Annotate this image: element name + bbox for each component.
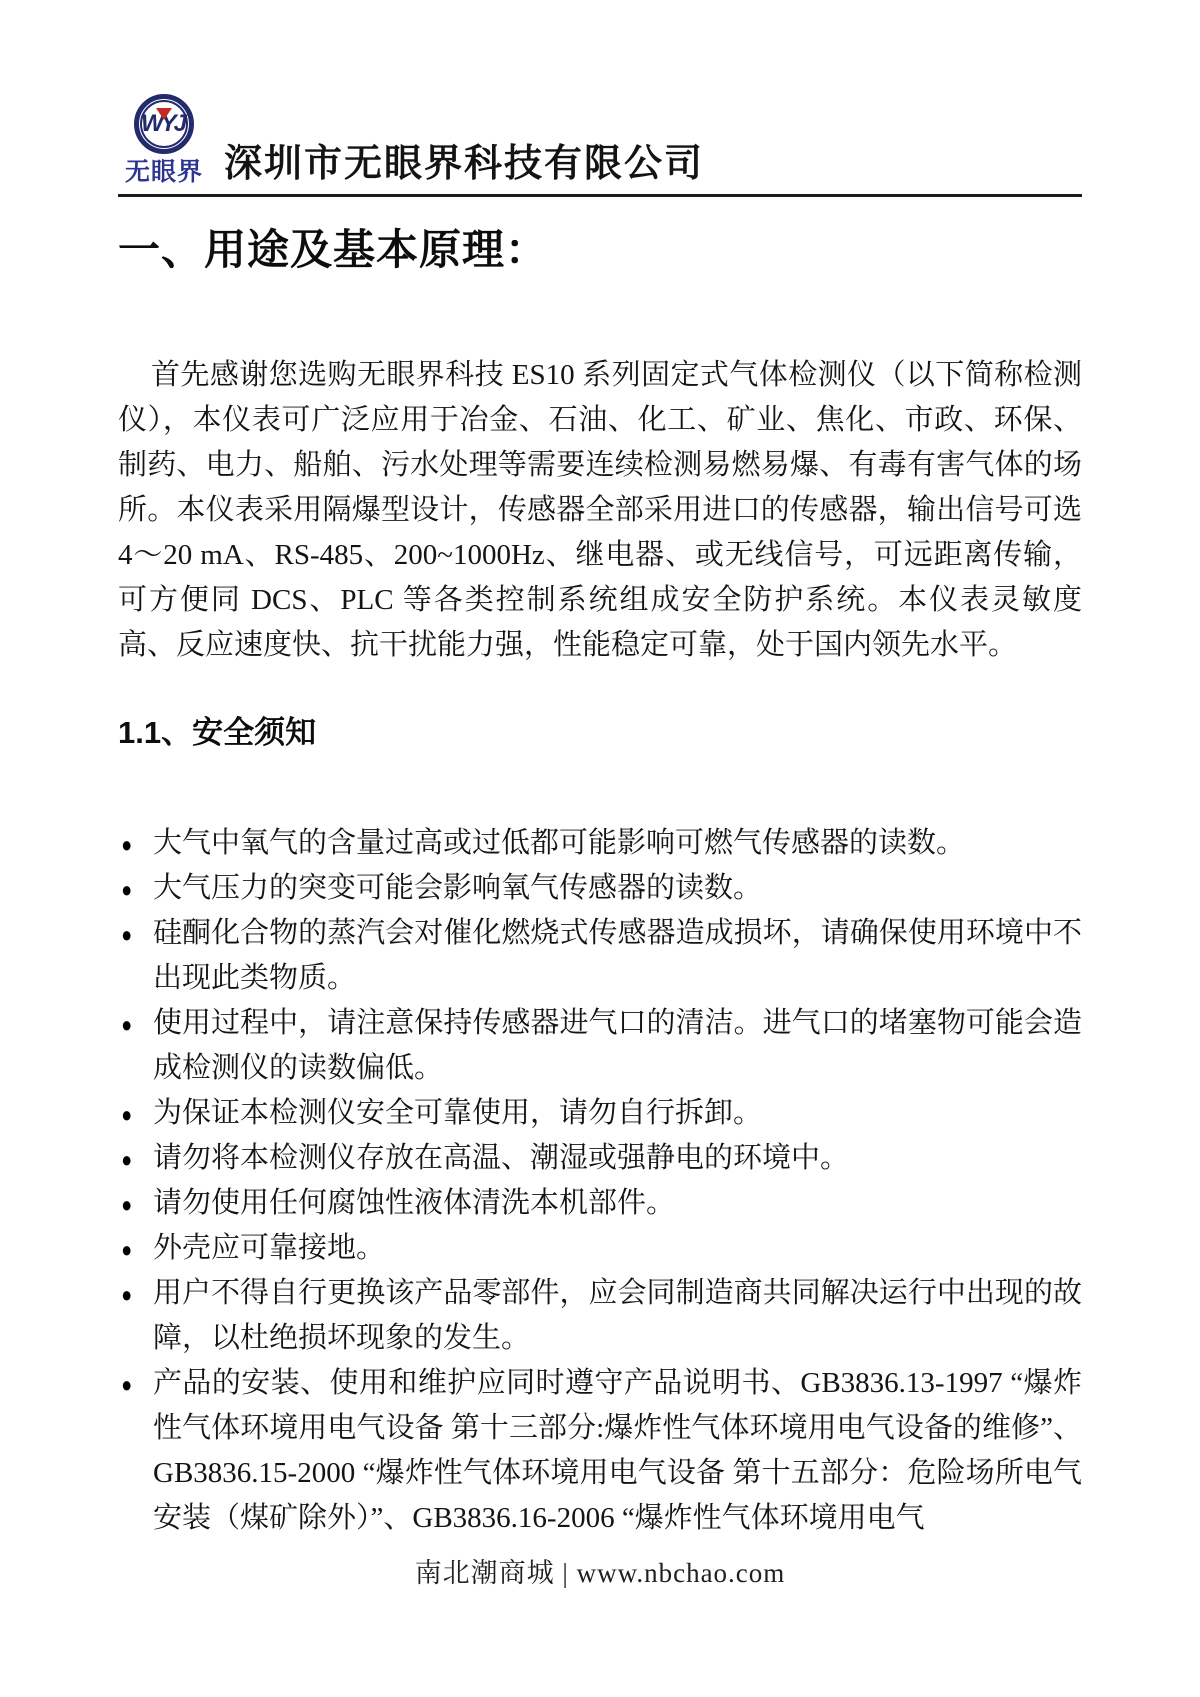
logo-wyj-icon (134, 94, 194, 154)
list-item-text: 为保证本检测仪安全可靠使用，请勿自行拆卸。 (153, 1097, 763, 1129)
list-item-text: 用户不得自行更换该产品零部件，应会同制造商共同解决运行中出现的故障，以杜绝损坏现象的发生。 (153, 1277, 1082, 1354)
bullet-icon: ● (121, 1102, 133, 1127)
header-divider (118, 194, 1082, 197)
bullet-icon: ● (121, 877, 133, 902)
list-item (118, 866, 1082, 911)
company-logo (118, 94, 210, 185)
list-item-text: 请勿将本检测仪存放在高温、潮湿或强静电的环境中。 (153, 1142, 850, 1174)
safety-notice-list (118, 821, 1082, 1541)
bullet-icon: ● (121, 1237, 133, 1262)
bullet-icon: ● (121, 922, 133, 947)
list-item-text: 硅酮化合物的蒸汽会对催化燃烧式传感器造成损坏，请确保使用环境中不出现此类物质。 (153, 917, 1082, 994)
list-item-text: 使用过程中，请注意保持传感器进气口的清洁。进气口的堵塞物可能会造成检测仪的读数偏低。 (153, 1007, 1082, 1084)
list-item (118, 1091, 1082, 1136)
bullet-icon: ● (121, 1012, 133, 1037)
list-item-text: 大气压力的突变可能会影响氧气传感器的读数。 (153, 872, 763, 904)
bullet-icon: ● (121, 832, 133, 857)
list-item-text: 产品的安装、使用和维护应同时遵守产品说明书、GB3836.13-1997 “爆炸性气体环境用电气设备 第十三部分:爆炸性气体环境用电气设备的维修”、GB3836.15-2000 “爆炸性气体环境用电气设备 第十五部分：危险场所电气安装（煤矿除外）”、GB3836.16-2006 “爆炸性气体环境用电气 (153, 1367, 1082, 1534)
logo-brand-text: 无眼界 (124, 158, 203, 186)
section-1-1-heading: 1.1、安全须知 (118, 715, 317, 750)
list-item (118, 1181, 1082, 1226)
company-name: 深圳市无眼界科技有限公司 (224, 143, 705, 185)
list-item-text: 请勿使用任何腐蚀性液体清洗本机部件。 (153, 1187, 676, 1219)
page-header (118, 94, 1082, 185)
list-item-text: 大气中氧气的含量过高或过低都可能影响可燃气传感器的读数。 (153, 827, 966, 859)
list-item (118, 1226, 1082, 1271)
list-item (118, 1136, 1082, 1181)
list-item-text: 外壳应可靠接地。 (153, 1232, 386, 1264)
logo-red-triangle-icon (156, 108, 172, 120)
bullet-icon: ● (121, 1147, 133, 1172)
logo-letters: WYJ (140, 110, 184, 137)
list-item (118, 911, 1082, 1001)
bullet-icon: ● (121, 1372, 133, 1397)
bullet-icon: ● (121, 1192, 133, 1217)
intro-paragraph: 首先感谢您选购无眼界科技 ES10 系列固定式气体检测仪（以下简称检测仪），本仪表可广泛应用于冶金、石油、化工、矿业、焦化、市政、环保、制药、电力、船舶、污水处理等需要连续检测易燃易爆、有毒有害气体的场所。本仪表采用隔爆型设计，传感器全部采用进口的传感器，输出信号可选 4～20 mA、RS-485、200~1000Hz、继电器、或无线信号，可远距离传输，可方便同 DCS、PLC 等各类控制系统组成安全防护系统。本仪表灵敏度高、反应速度快、抗干扰能力强，性能稳定可靠，处于国内领先水平。 (118, 359, 1082, 661)
list-item (118, 821, 1082, 866)
page-content (118, 0, 1082, 1541)
list-item (118, 1361, 1082, 1541)
section-1-heading: 一、用途及基本原理： (118, 226, 549, 273)
list-item (118, 1001, 1082, 1091)
list-item (118, 1271, 1082, 1361)
footer-text: 南北潮商城 | www.nbchao.com (414, 1558, 786, 1588)
bullet-icon: ● (121, 1282, 133, 1307)
